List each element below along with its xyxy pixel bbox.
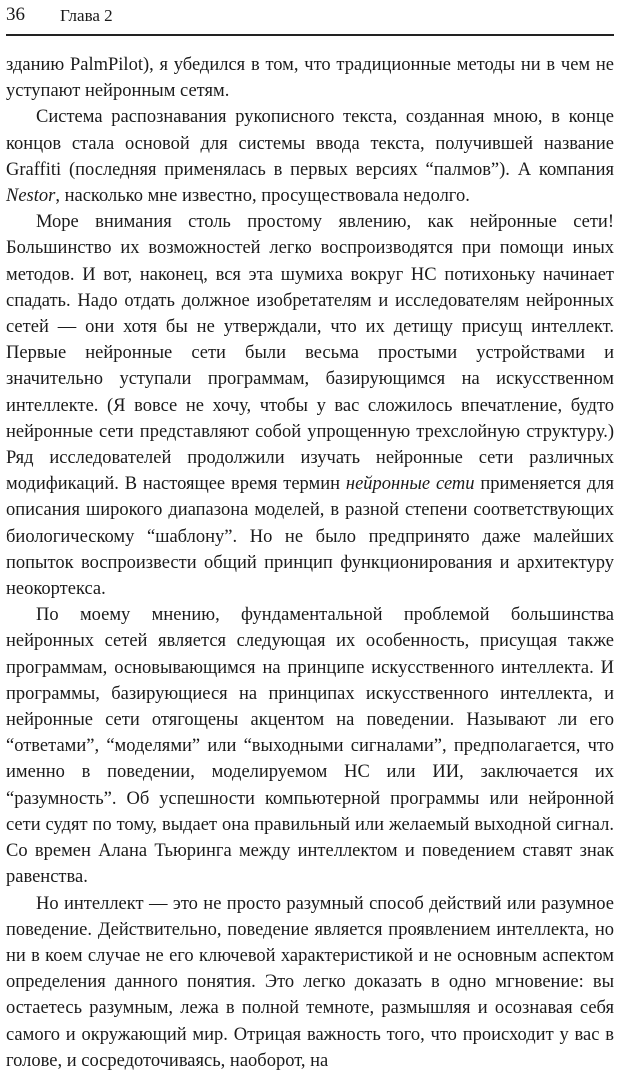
text-run: По моему мнению, фундаментальной проблемой большинства нейронных сетей является следующая их особенность, присущая также программам, основывающимся на принципе искусственного интеллекта. И программы, базирующиеся на принципах искусственного интеллекта, и нейронные сети отягощены акцентом на поведении. Называют ли его “ответами”, “моделями” или “выходными сигналами”, предполагается, что именно в поведении, моделируемом НС или ИИ, заключается их “разумность”. Об успешности компьютерной программы или нейронной сети судят по тому, выдает она правильный или желаемый выходной сигнал. Со времен Алана Тьюринга между интеллектом и поведением ставят знак равенства.	[6, 605, 614, 888]
italic-term: Nestor	[6, 186, 56, 207]
text-run: Море внимания столь простому явлению, как нейронные сети! Большинство их возможностей легко воспроизводятся при помощи иных методов. И вот, наконец, вся эта шумиха вокруг НС потихоньку начинает спадать. Надо отдать должное изобретателям и исследователям нейронных сетей — они хотя бы не утверждали, что их детищу присущ интеллект. Первые нейронные сети были весьма простыми устройствами и значительно уступали программам, базирующимся на искусственном интеллекте. (Я вовсе не хочу, чтобы у вас сложилось впечатление, будто нейронные сети представляют собой упрощенную трехслойную структуру.) Ряд исследователей продолжили изучать нейронные сети различных модификаций. В настоящее время термин	[6, 212, 614, 495]
text-run: Система распознавания рукописного текста, созданная мною, в конце концов стала основой для системы ввода текста, получившей название Graffiti (последняя применялась в первых версиях “палмов”). А компания	[6, 107, 614, 180]
paragraph	[6, 104, 614, 209]
paragraph	[6, 52, 614, 104]
text-run: применяется для описания широкого диапазона моделей, в разной степени соответствующих биологическому “шаблону”. Но не было предпринято даже малейших попыток воспроизвести общий принцип функционирования и архитектуру неокортекса.	[6, 474, 615, 600]
text-run: зданию PalmPilot), я убедился в том, что традиционные методы ни в чем не уступают нейронным сетям.	[6, 55, 614, 102]
paragraph	[6, 891, 614, 1074]
chapter-title: Глава 2	[60, 6, 113, 25]
page-header	[6, 2, 614, 36]
italic-term: нейронные сети	[345, 474, 475, 495]
paragraph	[6, 209, 614, 602]
page-number: 36	[6, 4, 25, 25]
text-run: , насколько мне известно, просуществовала недолго.	[55, 186, 470, 207]
paragraph	[6, 602, 614, 890]
text-run: Но интеллект — это не просто разумный способ действий или разумное поведение. Действительно, поведение является проявлением интеллекта, но ни в коем случае не его ключевой характеристикой и не основным аспектом определения данного понятия. Это легко доказать в одно мгновение: вы остаетесь разумным, лежа в полной темноте, размышляя и осознавая себя самого и окружающий мир. Отрицая важность того, что происходит у вас в голове, и сосредоточиваясь, наоборот, на	[6, 893, 614, 1071]
body-text	[6, 52, 614, 1074]
